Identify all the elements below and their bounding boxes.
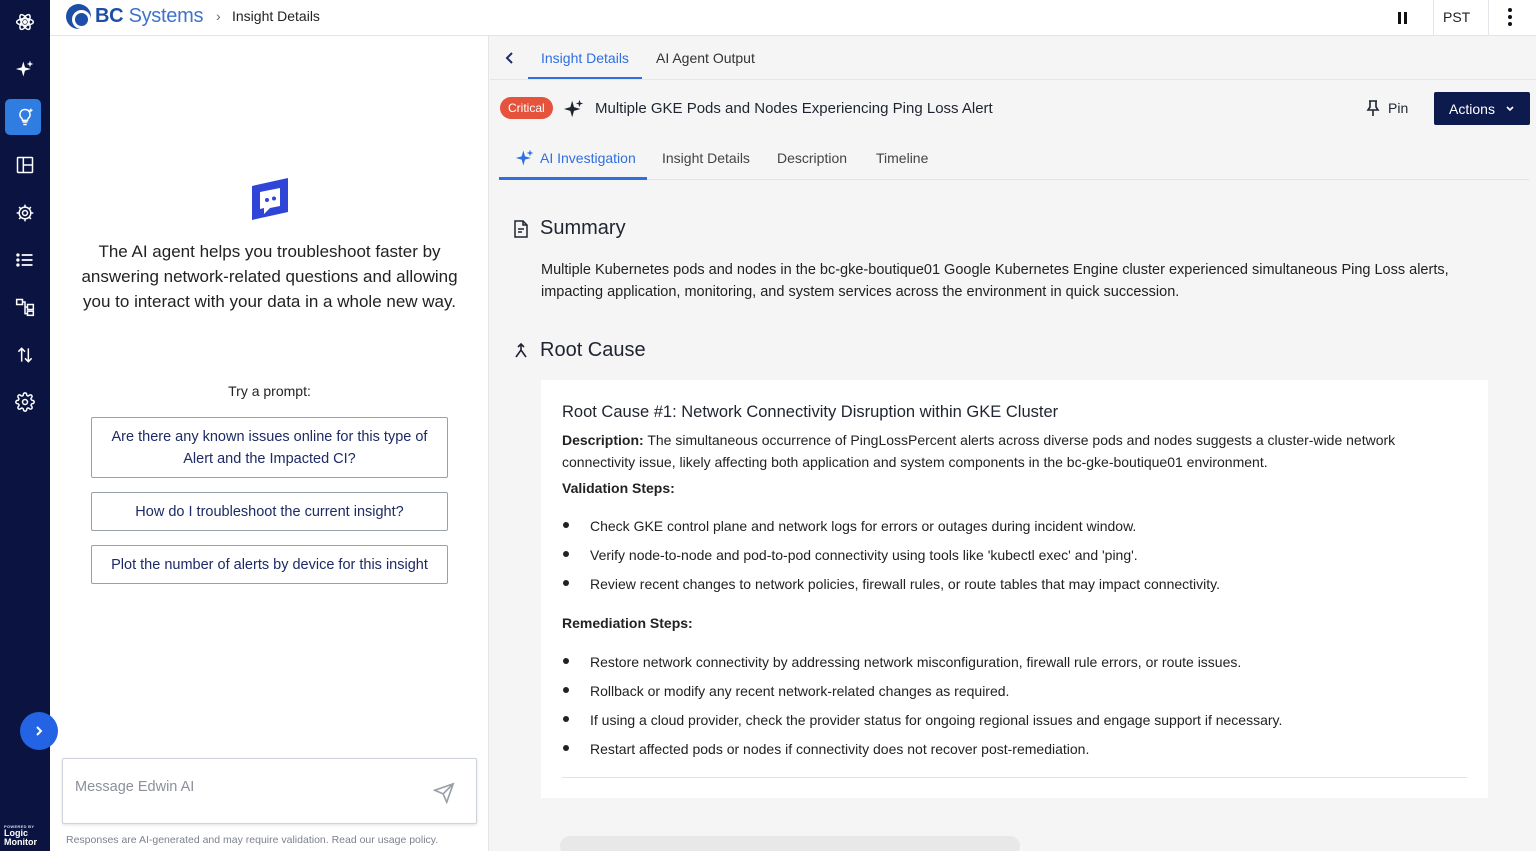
- actions-dropdown-button[interactable]: [1434, 92, 1530, 125]
- severity-badge: Critical: [500, 97, 553, 119]
- merge-icon: [512, 342, 530, 360]
- pin-label: Pin: [1388, 100, 1409, 116]
- divider: [1488, 0, 1489, 36]
- kebab-icon: [1508, 8, 1512, 12]
- list-item: Rollback or modify any recent network-related changes as required.: [562, 683, 1009, 699]
- more-menu-button[interactable]: [1500, 6, 1520, 28]
- insight-main: [490, 36, 1536, 851]
- settings-icon[interactable]: [0, 384, 50, 420]
- message-composer: [62, 758, 477, 824]
- active-tab-indicator: [528, 77, 642, 79]
- timezone-selector[interactable]: PST: [1443, 9, 1471, 25]
- root-cause-heading: Root Cause: [512, 339, 646, 362]
- pause-icon: [1398, 12, 1401, 24]
- edwin-ai-logo-icon: [248, 176, 292, 222]
- send-icon[interactable]: [433, 782, 455, 804]
- chevron-right-icon: ›: [216, 8, 221, 24]
- sparkles-icon: [563, 98, 585, 120]
- pin-button[interactable]: [1366, 97, 1408, 119]
- atom-icon[interactable]: [0, 4, 50, 40]
- tab-insight-details-sub[interactable]: Insight Details: [662, 150, 750, 166]
- summary-heading: Summary: [512, 217, 626, 240]
- list-item: Restart affected pods or nodes if connectivity does not recover post-remediation.: [562, 741, 1089, 757]
- pause-button[interactable]: [1388, 8, 1416, 28]
- top-tabs: [490, 36, 1536, 80]
- prompt-suggestion-button[interactable]: How do I troubleshoot the current insight?: [91, 492, 448, 531]
- message-input[interactable]: [75, 779, 415, 795]
- tab-timeline[interactable]: Timeline: [876, 150, 929, 166]
- tab-ai-investigation[interactable]: AI Investigation: [514, 148, 636, 168]
- top-header: [50, 0, 1536, 36]
- ai-intro-text: The AI agent helps you troubleshoot faster by answering network-related questions and allowing you to interact with your data in a whole new way.: [81, 242, 458, 311]
- active-tab-indicator: [499, 177, 647, 180]
- gear-cog-icon[interactable]: [0, 195, 50, 231]
- topology-icon[interactable]: [0, 289, 50, 325]
- ai-disclaimer: Responses are AI-generated and may require validation. Read our usage policy.: [66, 834, 439, 846]
- root-cause-title: Root Cause #1: Network Connectivity Disruption within GKE Cluster: [562, 403, 1059, 421]
- summary-text: Multiple Kubernetes pods and nodes in the bc-gke-boutique01 Google Kubernetes Engine cluster experienced simultaneous Ping Loss alerts, impacting application, monitoring, and system services across the environment in quick succession.: [541, 262, 1449, 300]
- ai-chat-panel: [50, 36, 489, 851]
- root-cause-description: Description: The simultaneous occurrence of PingLossPercent alerts across diverse pods and nodes suggests a cluster-wide network connectivity issue, likely affecting both application and system components in the bc-gke-boutique01 environment.: [562, 432, 1396, 470]
- actions-label: Actions: [1449, 100, 1495, 117]
- list-icon[interactable]: [0, 242, 50, 278]
- try-prompt-label: Try a prompt:: [228, 383, 311, 399]
- validation-steps-label: Validation Steps:: [562, 480, 675, 496]
- lightbulb-icon[interactable]: [0, 99, 50, 135]
- tab-insight-details[interactable]: Insight Details: [541, 50, 629, 66]
- list-item: Review recent changes to network policies, firewall rules, or route tables that may impact connectivity.: [562, 576, 1220, 592]
- list-item: Restore network connectivity by addressing network misconfiguration, firewall rule errors, or route issues.: [562, 654, 1241, 670]
- list-item: If using a cloud provider, check the provider status for ongoing regional issues and engage support if necessary.: [562, 712, 1282, 728]
- prompt-suggestion-button[interactable]: Plot the number of alerts by device for this insight: [91, 545, 448, 584]
- list-item: Check GKE control plane and network logs for errors or outages during incident window.: [562, 518, 1136, 534]
- brand-mark-icon: [66, 4, 91, 29]
- layout-icon[interactable]: [0, 147, 50, 183]
- brand-logo[interactable]: [66, 4, 203, 29]
- sparkles-icon: [514, 148, 536, 168]
- prompt-suggestion-button[interactable]: Are there any known issues online for this type of Alert and the Impacted CI?: [91, 417, 448, 478]
- divider: [1433, 0, 1434, 36]
- document-icon: [512, 220, 530, 238]
- tab-description[interactable]: Description: [777, 150, 848, 166]
- scroll-fade: [560, 836, 1020, 851]
- expand-nav-button[interactable]: [20, 712, 58, 750]
- vendor-logo: POWERED BY Logic Monitor: [4, 824, 37, 847]
- insight-sub-tabs: [499, 136, 1529, 180]
- tab-ai-agent-output[interactable]: AI Agent Output: [656, 50, 755, 66]
- alert-title: Multiple GKE Pods and Nodes Experiencing Ping Loss Alert: [595, 100, 993, 117]
- list-item: Verify node-to-node and pod-to-pod connectivity using tools like 'kubectl exec' and 'ping'.: [562, 547, 1138, 563]
- transfer-icon[interactable]: [0, 337, 50, 373]
- breadcrumb[interactable]: Insight Details: [232, 8, 320, 24]
- chevron-right-icon: [33, 725, 45, 737]
- brand-name: BC Systems: [95, 5, 204, 27]
- pin-icon: [1366, 100, 1380, 116]
- remediation-steps-label: Remediation Steps:: [562, 615, 693, 631]
- sparkles-icon[interactable]: [0, 51, 50, 87]
- divider: [562, 777, 1467, 778]
- root-cause-card: [541, 380, 1488, 798]
- chevron-down-icon: [1505, 104, 1515, 114]
- chevron-left-icon[interactable]: [502, 50, 518, 66]
